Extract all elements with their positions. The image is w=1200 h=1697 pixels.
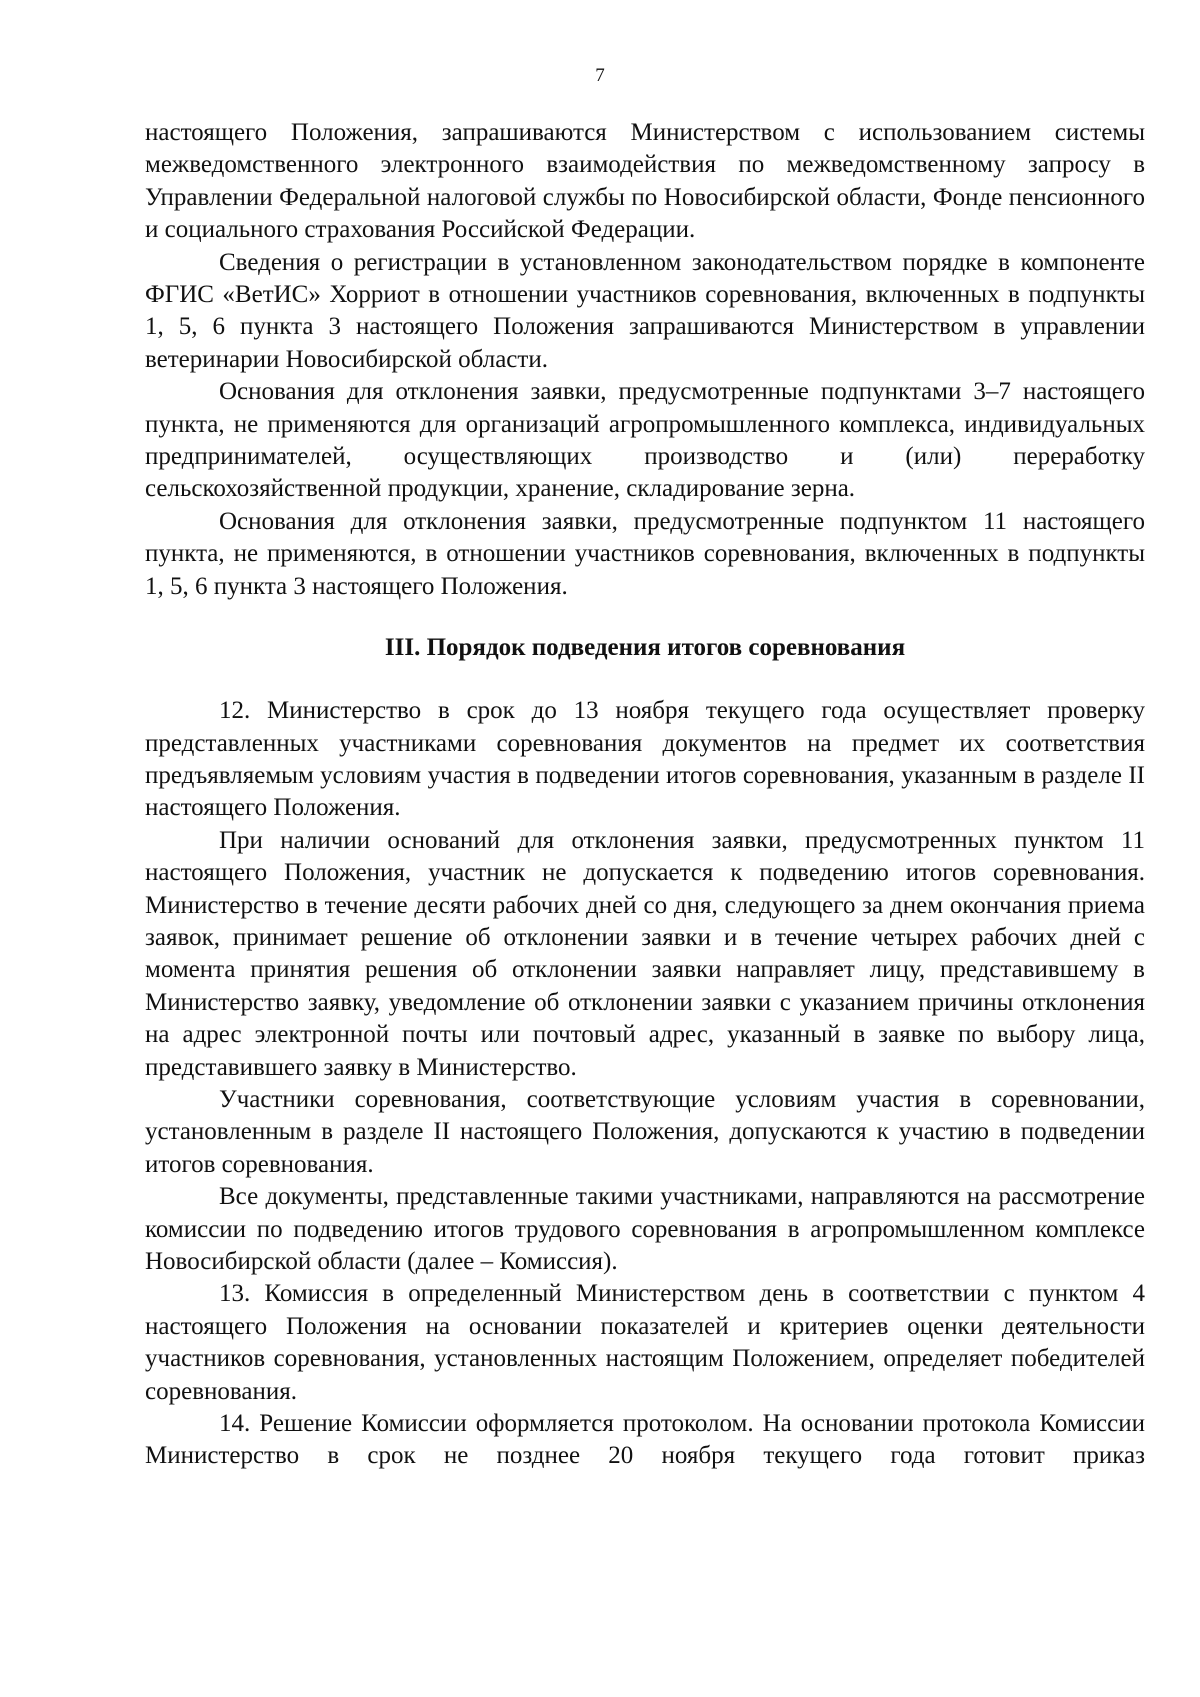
paragraph-vetis-registration: Сведения о регистрации в установленном законодательством порядке в компоненте ФГИС «ВетИС» Хорриот в отношении участников соревнования, включенных в подпункты 1, 5, 6 пункта 3 настоящего Положения запрашиваются Министерством в управлении ветеринарии Новосибирской области. [145,248,1145,373]
paragraph-admitted-participants: Участники соревнования, соответствующие условиям участия в соревновании, установленным в разделе II настоящего Положения, допускаются к участию в подведении итогов соревнования. [145,1085,1145,1178]
page-number: 7 [595,65,605,86]
paragraph-continuation: настоящего Положения, запрашиваются Министерством с использованием системы межведомственного электронного взаимодействия по межведомственному запросу в Управлении Федеральной налоговой службы по Новосибирской области, Фонде пенсионного и социального страхования Российской Федерации. [145,119,1145,244]
paragraph-clause-14: 14. Решение Комиссии оформляется протоколом. На основании протокола Комиссии Министерство в срок не позднее 20 ноября текущего года готовит приказ [145,1410,1145,1470]
paragraph-clause-13: 13. Комиссия в определенный Министерством день в соответствии с пунктом 4 настоящего Положения на основании показателей и критериев оценки деятельности участников соревнования, установленных настоящим Положением, определяет победителей соревнования. [145,1280,1145,1405]
section-heading: III. Порядок подведения итогов соревнования [384,634,906,662]
paragraph-rejection-grounds-3-7: Основания для отклонения заявки, предусмотренные подпунктами 3–7 настоящего пункта, не применяются для организаций агропромышленного комплекса, индивидуальных предпринимателей, осуществляющих производство и (или) переработку сельскохозяйственной продукции, хранение, складирование зерна. [145,378,1145,503]
paragraph-clause-12: 12. Министерство в срок до 13 ноября текущего года осуществляет проверку представленных участниками соревнования документов на предмет их соответствия предъявляемым условиям участия в подведении итогов соревнования, указанным в разделе II настоящего Положения. [145,697,1145,822]
document-body [145,117,1145,1473]
paragraph-rejection-procedure: При наличии оснований для отклонения заявки, предусмотренных пунктом 11 настоящего Положения, участник не допускается к подведению итогов соревнования. Министерство в течение десяти рабочих дней со дня, следующего за днем окончания приема заявок, принимает решение об отклонении заявки и в течение четырех рабочих дней с момента принятия решения об отклонении заявки направляет лицу, представившему в Министерство заявку, уведомление об отклонении заявки с указанием причины отклонения на адрес электронной почты или почтовый адрес, указанный в заявке по выбору лица, представившего заявку в Министерство. [145,826,1145,1081]
paragraph-rejection-grounds-11: Основания для отклонения заявки, предусмотренные подпунктом 11 настоящего пункта, не применяются, в отношении участников соревнования, включенных в подпункты 1, 5, 6 пункта 3 настоящего Положения. [145,507,1145,600]
paragraph-documents-to-commission: Все документы, представленные такими участниками, направляются на рассмотрение комиссии по подведению итогов трудового соревнования в агропромышленном комплексе Новосибирской области (далее – Комиссия). [145,1183,1145,1275]
